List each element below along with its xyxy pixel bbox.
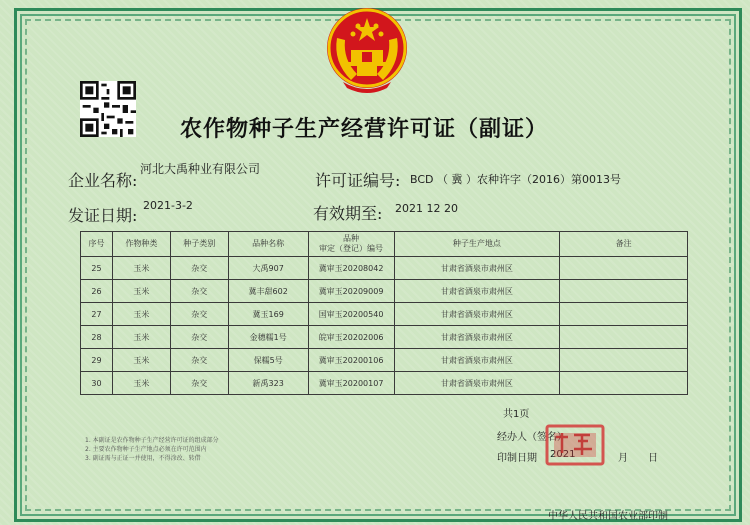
table-cell	[560, 326, 688, 349]
footnotes	[85, 436, 365, 463]
table-cell: 杂交	[170, 280, 228, 303]
table-cell: 玉米	[112, 257, 170, 280]
valid-date-label: 有效期至:	[313, 204, 383, 223]
table-cell	[560, 372, 688, 395]
table-cell: 玉米	[112, 303, 170, 326]
certificate-title: 农作物种子生产经营许可证（副证）	[180, 116, 549, 142]
footnote: 2. 主要农作物种子生产地点必须在许可范围内	[85, 446, 207, 453]
print-year: 2021	[550, 449, 576, 460]
table-row	[81, 280, 688, 303]
table-cell: 甘肃省酒泉市肃州区	[394, 257, 560, 280]
table-cell: 甘肃省酒泉市肃州区	[394, 372, 560, 395]
footnote: 1. 本副证是农作物种子生产经营许可证的组成部分	[85, 437, 219, 444]
qr-code-icon	[80, 81, 136, 137]
table-cell: 皖审玉20202006	[308, 326, 394, 349]
table-cell	[560, 257, 688, 280]
table-cell: 杂交	[170, 303, 228, 326]
table-cell: 大禹907	[228, 257, 308, 280]
table-cell: 杂交	[170, 349, 228, 372]
table-cell: 玉米	[112, 349, 170, 372]
company-name: 河北大禹种业有限公司	[140, 162, 261, 176]
header-cell: 种子生产地点	[394, 232, 560, 257]
header-cell: 备注	[560, 232, 688, 257]
table-cell	[560, 349, 688, 372]
table-cell: 冀审玉20208042	[308, 257, 394, 280]
table-cell: 国审玉20200540	[308, 303, 394, 326]
table-cell	[560, 280, 688, 303]
table-cell: 金穗糯1号	[228, 326, 308, 349]
table-cell: 27	[81, 303, 113, 326]
table-cell: 玉米	[112, 326, 170, 349]
table-cell: 28	[81, 326, 113, 349]
table-cell: 杂交	[170, 326, 228, 349]
table-row	[81, 326, 688, 349]
table-row	[81, 303, 688, 326]
license-label: 许可证编号:	[315, 171, 401, 190]
table-cell: 25	[81, 257, 113, 280]
publisher-line: 中华人民共和国农业部印制	[548, 511, 668, 522]
table-cell: 杂交	[170, 257, 228, 280]
issue-date-label: 发证日期:	[68, 206, 138, 225]
table-cell: 30	[81, 372, 113, 395]
table-cell: 杂交	[170, 372, 228, 395]
header-cell: 序号	[81, 232, 113, 257]
day-label: 日	[648, 453, 658, 464]
variety-table	[80, 231, 688, 395]
table-cell: 29	[81, 349, 113, 372]
issue-date: 2021-3-2	[143, 199, 193, 212]
header-cell: 种子类别	[170, 232, 228, 257]
page-count: 共1页	[503, 409, 530, 420]
official-seal-stamp	[544, 423, 606, 467]
table-cell: 冀丰甜602	[228, 280, 308, 303]
table-cell	[560, 303, 688, 326]
table-cell: 甘肃省酒泉市肃州区	[394, 303, 560, 326]
operator-label: 经办人（签名）	[497, 432, 567, 443]
table-cell: 保糯5号	[228, 349, 308, 372]
table-cell: 甘肃省酒泉市肃州区	[394, 349, 560, 372]
valid-date: 2021 12 20	[395, 202, 458, 215]
company-label: 企业名称:	[68, 171, 138, 190]
header-cell: 品种名称	[228, 232, 308, 257]
table-cell: 玉米	[112, 280, 170, 303]
table-cell: 冀审玉20200107	[308, 372, 394, 395]
table-cell: 冀审玉20209009	[308, 280, 394, 303]
table-cell: 冀审玉20200106	[308, 349, 394, 372]
table-header-row	[81, 232, 688, 257]
header-cell: 品种 审定（登记）编号	[308, 232, 394, 257]
table-cell: 甘肃省酒泉市肃州区	[394, 280, 560, 303]
footnote: 3. 副证需与正证一并使用，不得涂改、转借	[85, 455, 201, 462]
table-cell: 甘肃省酒泉市肃州区	[394, 326, 560, 349]
license-number: BCD （ 冀 ）农种许字（2016）第0013号	[410, 173, 621, 186]
table-row	[81, 257, 688, 280]
table-cell: 冀玉169	[228, 303, 308, 326]
print-date-label: 印制日期	[497, 453, 537, 464]
table-row	[81, 349, 688, 372]
table-row	[81, 372, 688, 395]
table-cell: 新禹323	[228, 372, 308, 395]
header-cell: 作物种类	[112, 232, 170, 257]
month-label: 月	[618, 453, 628, 464]
table-cell: 玉米	[112, 372, 170, 395]
national-emblem	[321, 4, 413, 94]
table-cell: 26	[81, 280, 113, 303]
